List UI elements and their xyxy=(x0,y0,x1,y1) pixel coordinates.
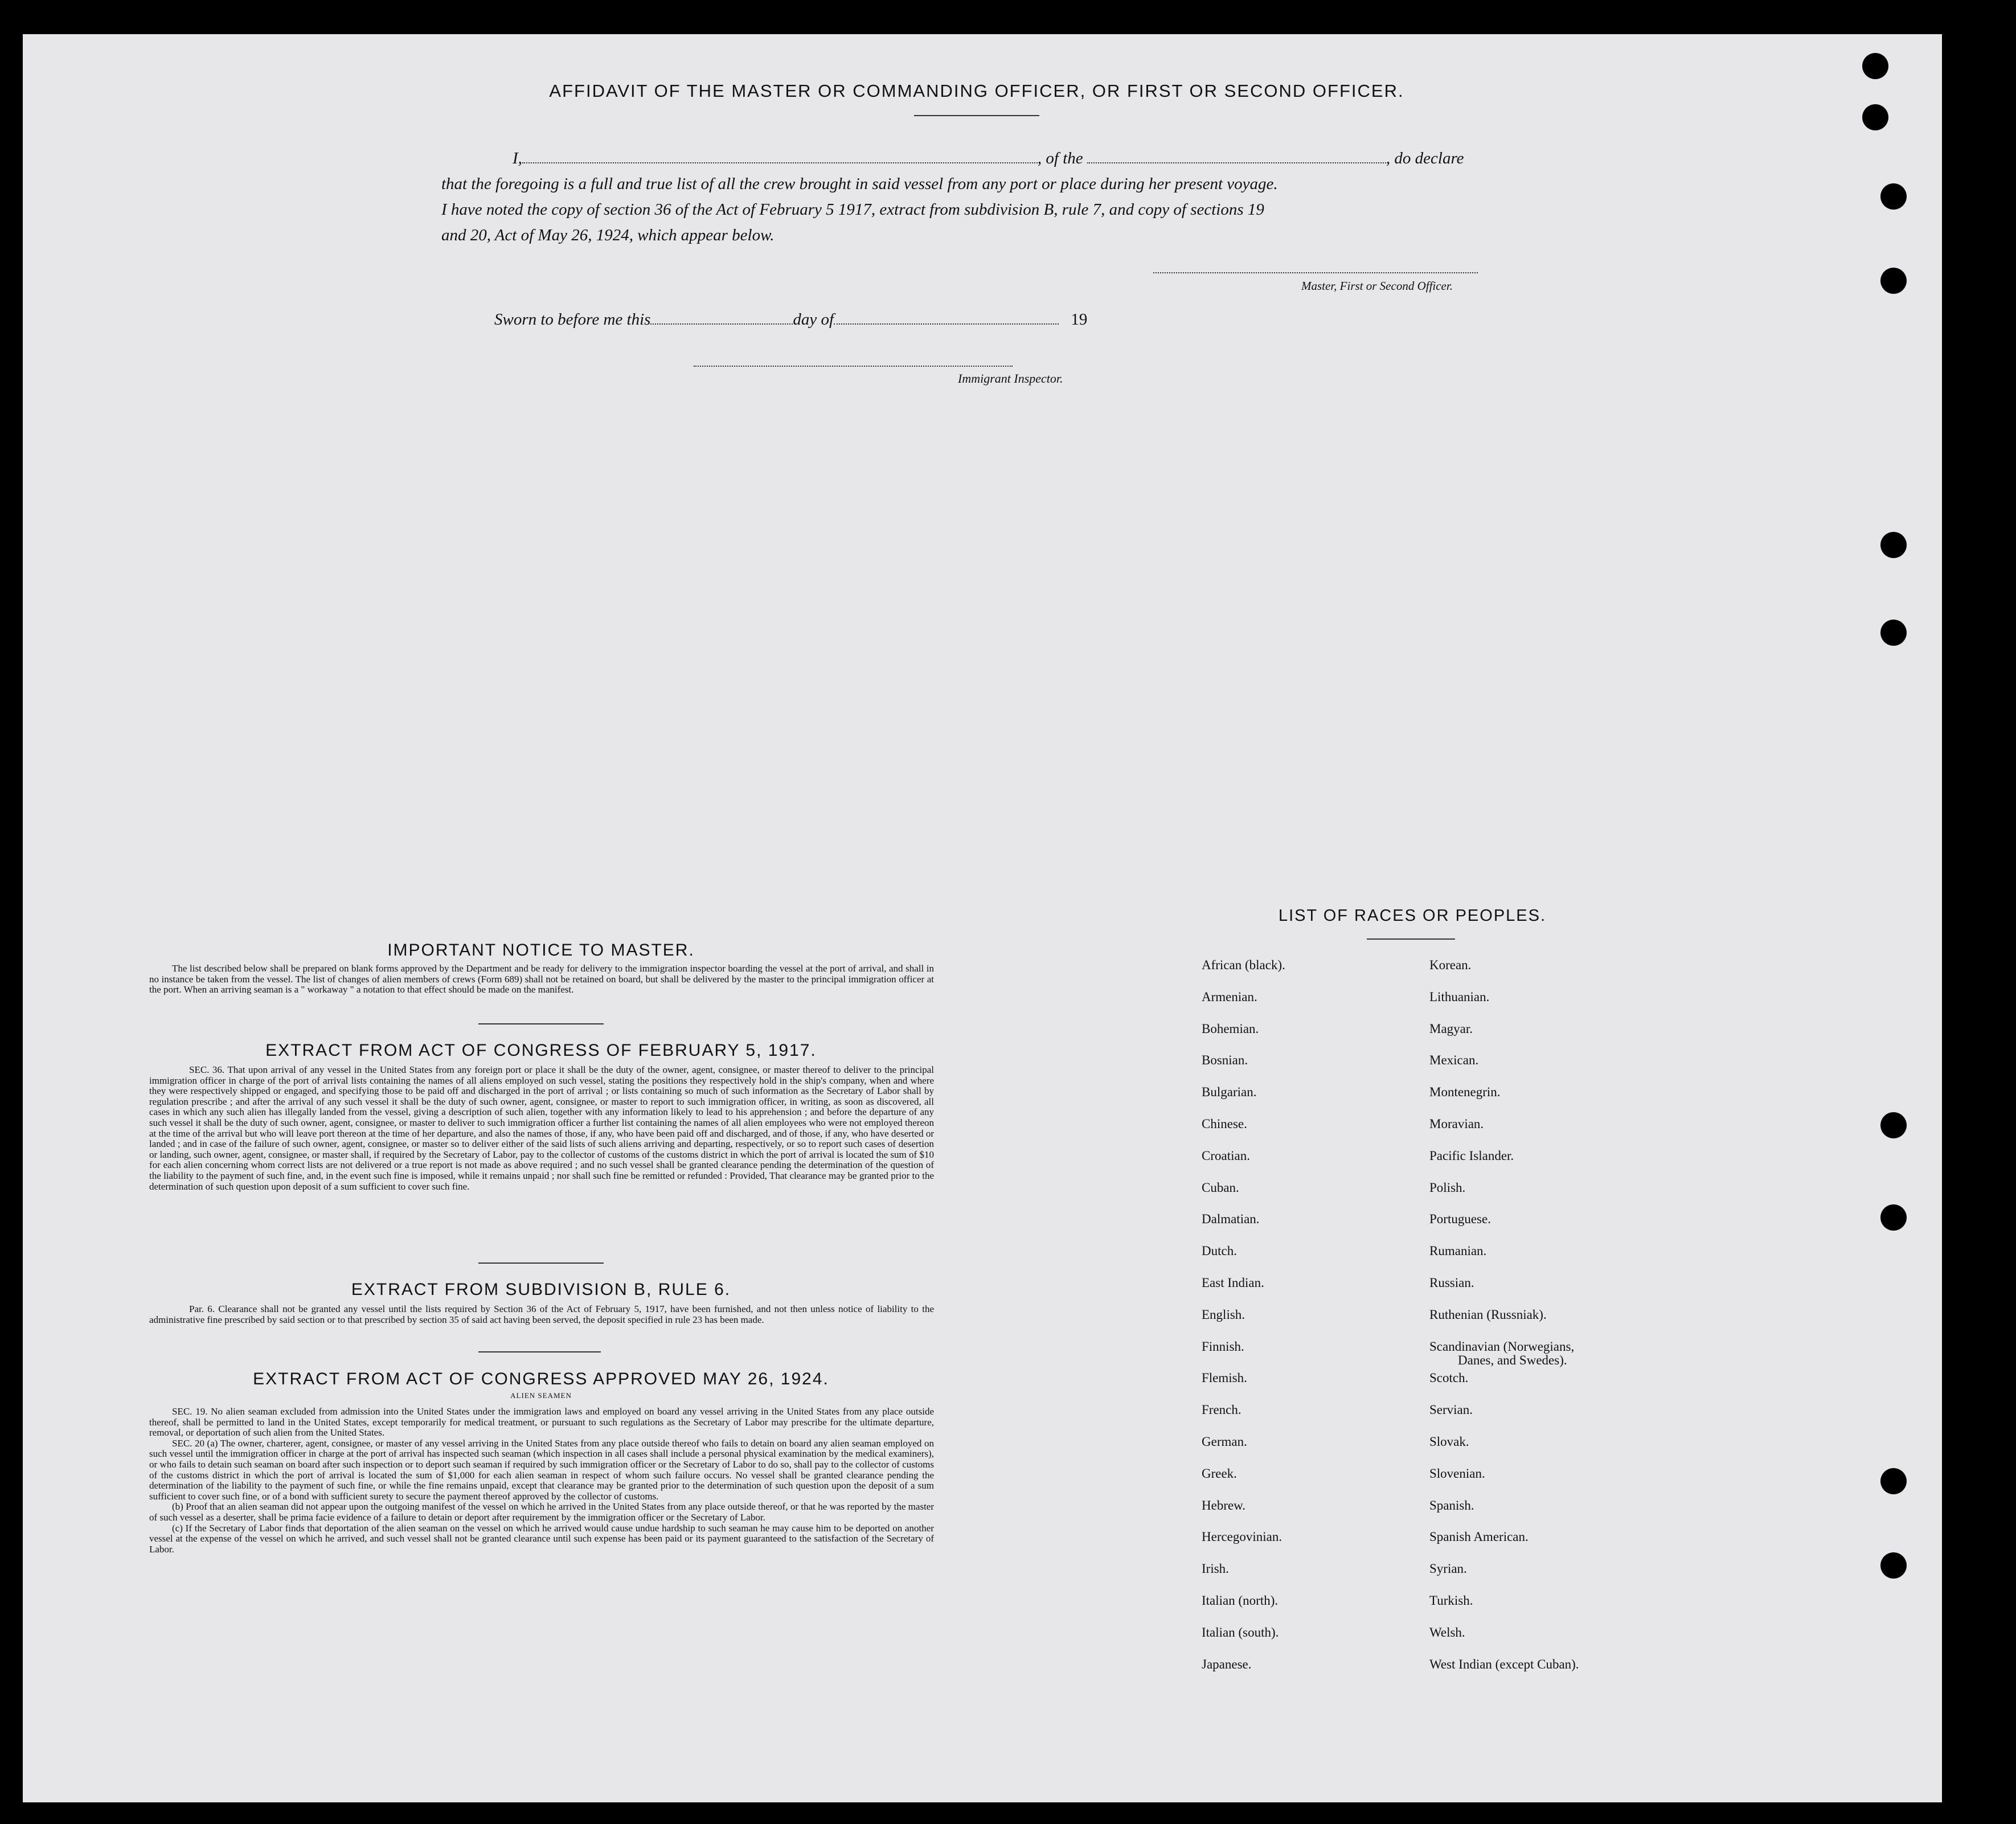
race-item: Dutch. xyxy=(1202,1244,1237,1259)
races-title-underline xyxy=(1367,938,1455,940)
race-item: German. xyxy=(1202,1434,1247,1449)
race-item: Turkish. xyxy=(1429,1593,1473,1608)
race-item: Armenian. xyxy=(1202,989,1257,1004)
race-item: Welsh. xyxy=(1429,1625,1465,1639)
declaration-line-2: that the foregoing is a full and true list of all the crew brought in said vessel from any port or place during her present voyage. xyxy=(441,175,1278,193)
sworn-month-blank[interactable] xyxy=(834,323,1059,325)
race-item: Hebrew. xyxy=(1202,1498,1246,1513)
race-item: Syrian. xyxy=(1429,1561,1467,1576)
race-item: Scandinavian (Norwegians, xyxy=(1429,1339,1575,1354)
race-item: Rumanian. xyxy=(1429,1244,1487,1259)
race-item-continuation: Danes, and Swedes). xyxy=(1458,1352,1567,1367)
race-item: Portuguese. xyxy=(1429,1212,1491,1227)
declaration-i: I, xyxy=(513,149,522,167)
race-item: Mexican. xyxy=(1429,1053,1479,1068)
declaration-line-3: I have noted the copy of section 36 of the Act of February 5 1917, extract from subdivision B, rule 7, and copy of sections 19 xyxy=(441,200,1264,219)
race-item: Cuban. xyxy=(1202,1180,1239,1195)
punch-hole xyxy=(1880,1112,1907,1138)
race-item: Russian. xyxy=(1429,1276,1474,1290)
declaration-line-1 xyxy=(441,149,1583,168)
race-item: Servian. xyxy=(1429,1403,1473,1417)
declaration-of-the: , of the xyxy=(1037,149,1083,167)
master-signature-line[interactable] xyxy=(1153,272,1478,273)
race-item: Bohemian. xyxy=(1202,1021,1259,1036)
race-item: Croatian. xyxy=(1202,1148,1250,1163)
punch-hole xyxy=(1862,104,1888,130)
affidavit-title: AFFIDAVIT OF THE MASTER OR COMMANDING OFFICER, OR FIRST OR SECOND OFFICER. xyxy=(549,81,1404,101)
punch-hole xyxy=(1880,532,1907,558)
race-item: Korean. xyxy=(1429,958,1472,972)
race-item: Greek. xyxy=(1202,1466,1237,1481)
race-item: Spanish. xyxy=(1429,1498,1474,1513)
declaration-do-declare: , do declare xyxy=(1386,149,1464,167)
race-item: East Indian. xyxy=(1202,1276,1264,1290)
races-title: LIST OF RACES OR PEOPLES. xyxy=(1278,907,1547,925)
inspector-label: Immigrant Inspector. xyxy=(958,371,1063,386)
race-item: West Indian (except Cuban). xyxy=(1429,1657,1579,1671)
race-item: Flemish. xyxy=(1202,1371,1247,1386)
race-item: Chinese. xyxy=(1202,1117,1247,1131)
race-item: Moravian. xyxy=(1429,1117,1484,1131)
master-signature-label: Master, First or Second Officer. xyxy=(1301,279,1453,293)
name-blank[interactable] xyxy=(522,162,1038,163)
race-item: Bosnian. xyxy=(1202,1053,1248,1068)
extract-1917-text xyxy=(149,1065,934,1192)
inspector-signature-line[interactable] xyxy=(694,366,1013,367)
affidavit-declaration xyxy=(441,149,1512,252)
sworn-text: Sworn to before me this xyxy=(494,310,651,329)
extract-1917-divider xyxy=(478,1263,604,1264)
section-36-paragraph: SEC. 36. That upon arrival of any vessel in the United States from any foreign port or place it shall be the duty of the owner, agent, consignee, or master thereof to deliver to the principal immigration officer in charge of the port of arrival lists containing the names of all aliens employed on such vessel, stating the positions they respectively hold in the ship's company, when and where they were respectively shipped or engaged, and specifying those to be paid off and discharged in the port of arrival ; or lists containing so much of such information as the Secretary of Labor shall by regulation prescribe ; and after the arrival of any such vessel it shall be the duty of such owner, agent, consignee, or master to report to such immigration officer, in writing, as soon as discovered, all cases in which any such alien has illegally landed from the vessel, giving a description of such alien, together with any information likely to lead to his apprehension ; and before the departure of any such vessel it shall be the duty of such owner, agent, consignee, or master to deliver to such immigration officer a further list containing the names of all alien employees who were not employed thereon at the time of the arrival but who will leave port thereon at the time of her departure, and also the names of those, if any, who have been paid off and discharged, and of those, if any, who have deserted or landed ; and in case of the failure of such owner, agent, consignee, or master so to deliver either of the said lists of such aliens arriving and departing, respectively, or so to report such cases of desertion or landing, such owner, agent, consignee, or master shall, if required by the Secretary of Labor, pay to the collector of customs of the customs district in which the port of arrival is located the sum of $10 for each alien concerning whom correct lists are not delivered or a true report is not made as above required ; and no such vessel shall be granted clearance pending the determination of the question of the liability to the payment of such fine, and, in the event such fine is imposed, while it remains unpaid ; nor shall such fine be remitted or refunded : Provided, That clearance may be granted prior to the determination of such question upon deposit of a sum sufficient to cover such fine. xyxy=(149,1064,934,1192)
race-item: Japanese. xyxy=(1202,1657,1252,1671)
extract-1924-text xyxy=(149,1407,934,1555)
notice-divider xyxy=(478,1023,604,1024)
punch-hole xyxy=(1880,1204,1907,1231)
section-20b-paragraph: (b) Proof that an alien seaman did not appear upon the outgoing manifest of the vessel on which he arrived in the United States from any place outside thereof, or that he was reported by the master of such vessel as a deserter, shall be prima facie evidence of a failure to detain or deport after requirement by the immigration officer or the Secretary of Labor. xyxy=(149,1501,934,1523)
race-item: Slovenian. xyxy=(1429,1466,1485,1481)
races-left-column xyxy=(1202,958,1418,1675)
race-item: Italian (north). xyxy=(1202,1593,1279,1608)
rule-6-divider xyxy=(478,1351,601,1352)
notice-paragraph: The list described below shall be prepared on blank forms approved by the Department and be ready for delivery to the immigration inspector boarding the vessel at the port of arrival, and shall in no instance be taken from the vessel. The list of changes of alien members of crews (Form 689) shall not be retained on board, but shall be delivered by the master to the principal immigration officer at the port. When an arriving seaman is a " workaway " a notation to that effect should be made on the manifest. xyxy=(149,963,934,995)
punch-hole xyxy=(1880,268,1907,294)
punch-hole xyxy=(1862,53,1888,79)
race-item: Montenegrin. xyxy=(1429,1085,1501,1100)
race-item: Hercegovinian. xyxy=(1202,1530,1282,1544)
sworn-line xyxy=(494,310,1087,329)
sworn-year-prefix: 19 xyxy=(1071,310,1088,329)
race-item: Spanish American. xyxy=(1429,1530,1529,1544)
punch-hole xyxy=(1880,183,1907,210)
race-item: Ruthenian (Russniak). xyxy=(1429,1307,1547,1322)
race-item: Irish. xyxy=(1202,1561,1229,1576)
race-item: Finnish. xyxy=(1202,1339,1244,1354)
race-item: African (black). xyxy=(1202,958,1285,972)
rule-6-text xyxy=(149,1304,934,1325)
race-item: Lithuanian. xyxy=(1429,989,1490,1004)
notice-text xyxy=(149,964,934,995)
sworn-day-of: day of xyxy=(793,310,834,329)
race-item: Polish. xyxy=(1429,1180,1466,1195)
extract-1924-title: EXTRACT FROM ACT OF CONGRESS APPROVED MAY 26, 1924. xyxy=(253,1370,829,1388)
race-item: Pacific Islander. xyxy=(1429,1148,1514,1163)
declaration-line-4: and 20, Act of May 26, 1924, which appear below. xyxy=(441,226,775,244)
alien-seamen-subtitle: ALIEN SEAMEN xyxy=(510,1391,572,1400)
race-item: Dalmatian. xyxy=(1202,1212,1260,1227)
section-20a-paragraph: SEC. 20 (a) The owner, charterer, agent, consignee, or master of any vessel arriving in the United States from any place outside thereof who fails to detain on board any alien seaman employed on such vessel until the immigration officer in charge at the port of arrival has inspected such seaman (which inspection in all cases shall include a personal physical examination by the medical examiners), or who fails to detain such seaman on board after such inspection or to deport such seaman if required by such immigration officer or the Secretary of Labor to do so, shall pay to the collector of customs of the customs district in which the port of arrival is located the sum of $1,000 for each alien seaman in respect of whom such failure occurs. No vessel shall be granted clearance pending the determination of the liability to the payment of such fine, or while the fine remains unpaid, except that clearance may be granted prior to the determination of such question upon the deposit of a sum sufficient to cover such fine, or of a bond with sufficient surety to secure the payment thereof approved by the collector of customs. xyxy=(149,1437,934,1502)
race-item: Italian (south). xyxy=(1202,1625,1279,1639)
vessel-blank[interactable] xyxy=(1087,162,1386,163)
race-item: Slovak. xyxy=(1429,1434,1469,1449)
punch-hole xyxy=(1880,1468,1907,1494)
rule-6-title: EXTRACT FROM SUBDIVISION B, RULE 6. xyxy=(351,1280,731,1299)
title-underline xyxy=(914,115,1039,116)
race-item: English. xyxy=(1202,1307,1245,1322)
section-19-paragraph: SEC. 19. No alien seaman excluded from admission into the United States under the immigration laws and employed on board any vessel arriving in the United States from any place outside thereof, shall be permitted to land in the United States, except temporarily for medical treatment, or pursuant to such regulations as the Secretary of Labor may prescribe for the ultimate departure, removal, or deportation of such alien from the United States. xyxy=(149,1406,934,1438)
notice-title: IMPORTANT NOTICE TO MASTER. xyxy=(387,941,695,960)
race-item: French. xyxy=(1202,1403,1241,1417)
punch-hole xyxy=(1880,1552,1907,1579)
extract-1917-title: EXTRACT FROM ACT OF CONGRESS OF FEBRUARY 5, 1917. xyxy=(265,1041,817,1060)
race-item: Bulgarian. xyxy=(1202,1085,1257,1100)
paragraph-6: Par. 6. Clearance shall not be granted any vessel until the lists required by Section 36 of the Act of February 5, 1917, have been furnished, and not then unless notice of liability to the administrative fine prescribed by said section or to that prescribed by section 35 of said act having been served, the deposit specified in rule 23 has been made. xyxy=(149,1304,934,1325)
races-right-column xyxy=(1429,958,1680,1675)
race-item: Scotch. xyxy=(1429,1371,1469,1386)
section-20c-paragraph: (c) If the Secretary of Labor finds that deportation of the alien seaman on the vessel on which he arrived would cause undue hardship to such seaman he may cause him to be deported on another vessel at the expense of the vessel on which he arrived, and such vessel shall not be granted clearance until such expense has been paid or its payment guaranteed to the satisfaction of the Secretary of Labor. xyxy=(149,1522,934,1555)
race-item: Magyar. xyxy=(1429,1021,1473,1036)
punch-hole xyxy=(1880,620,1907,646)
sworn-day-blank[interactable] xyxy=(650,323,793,325)
